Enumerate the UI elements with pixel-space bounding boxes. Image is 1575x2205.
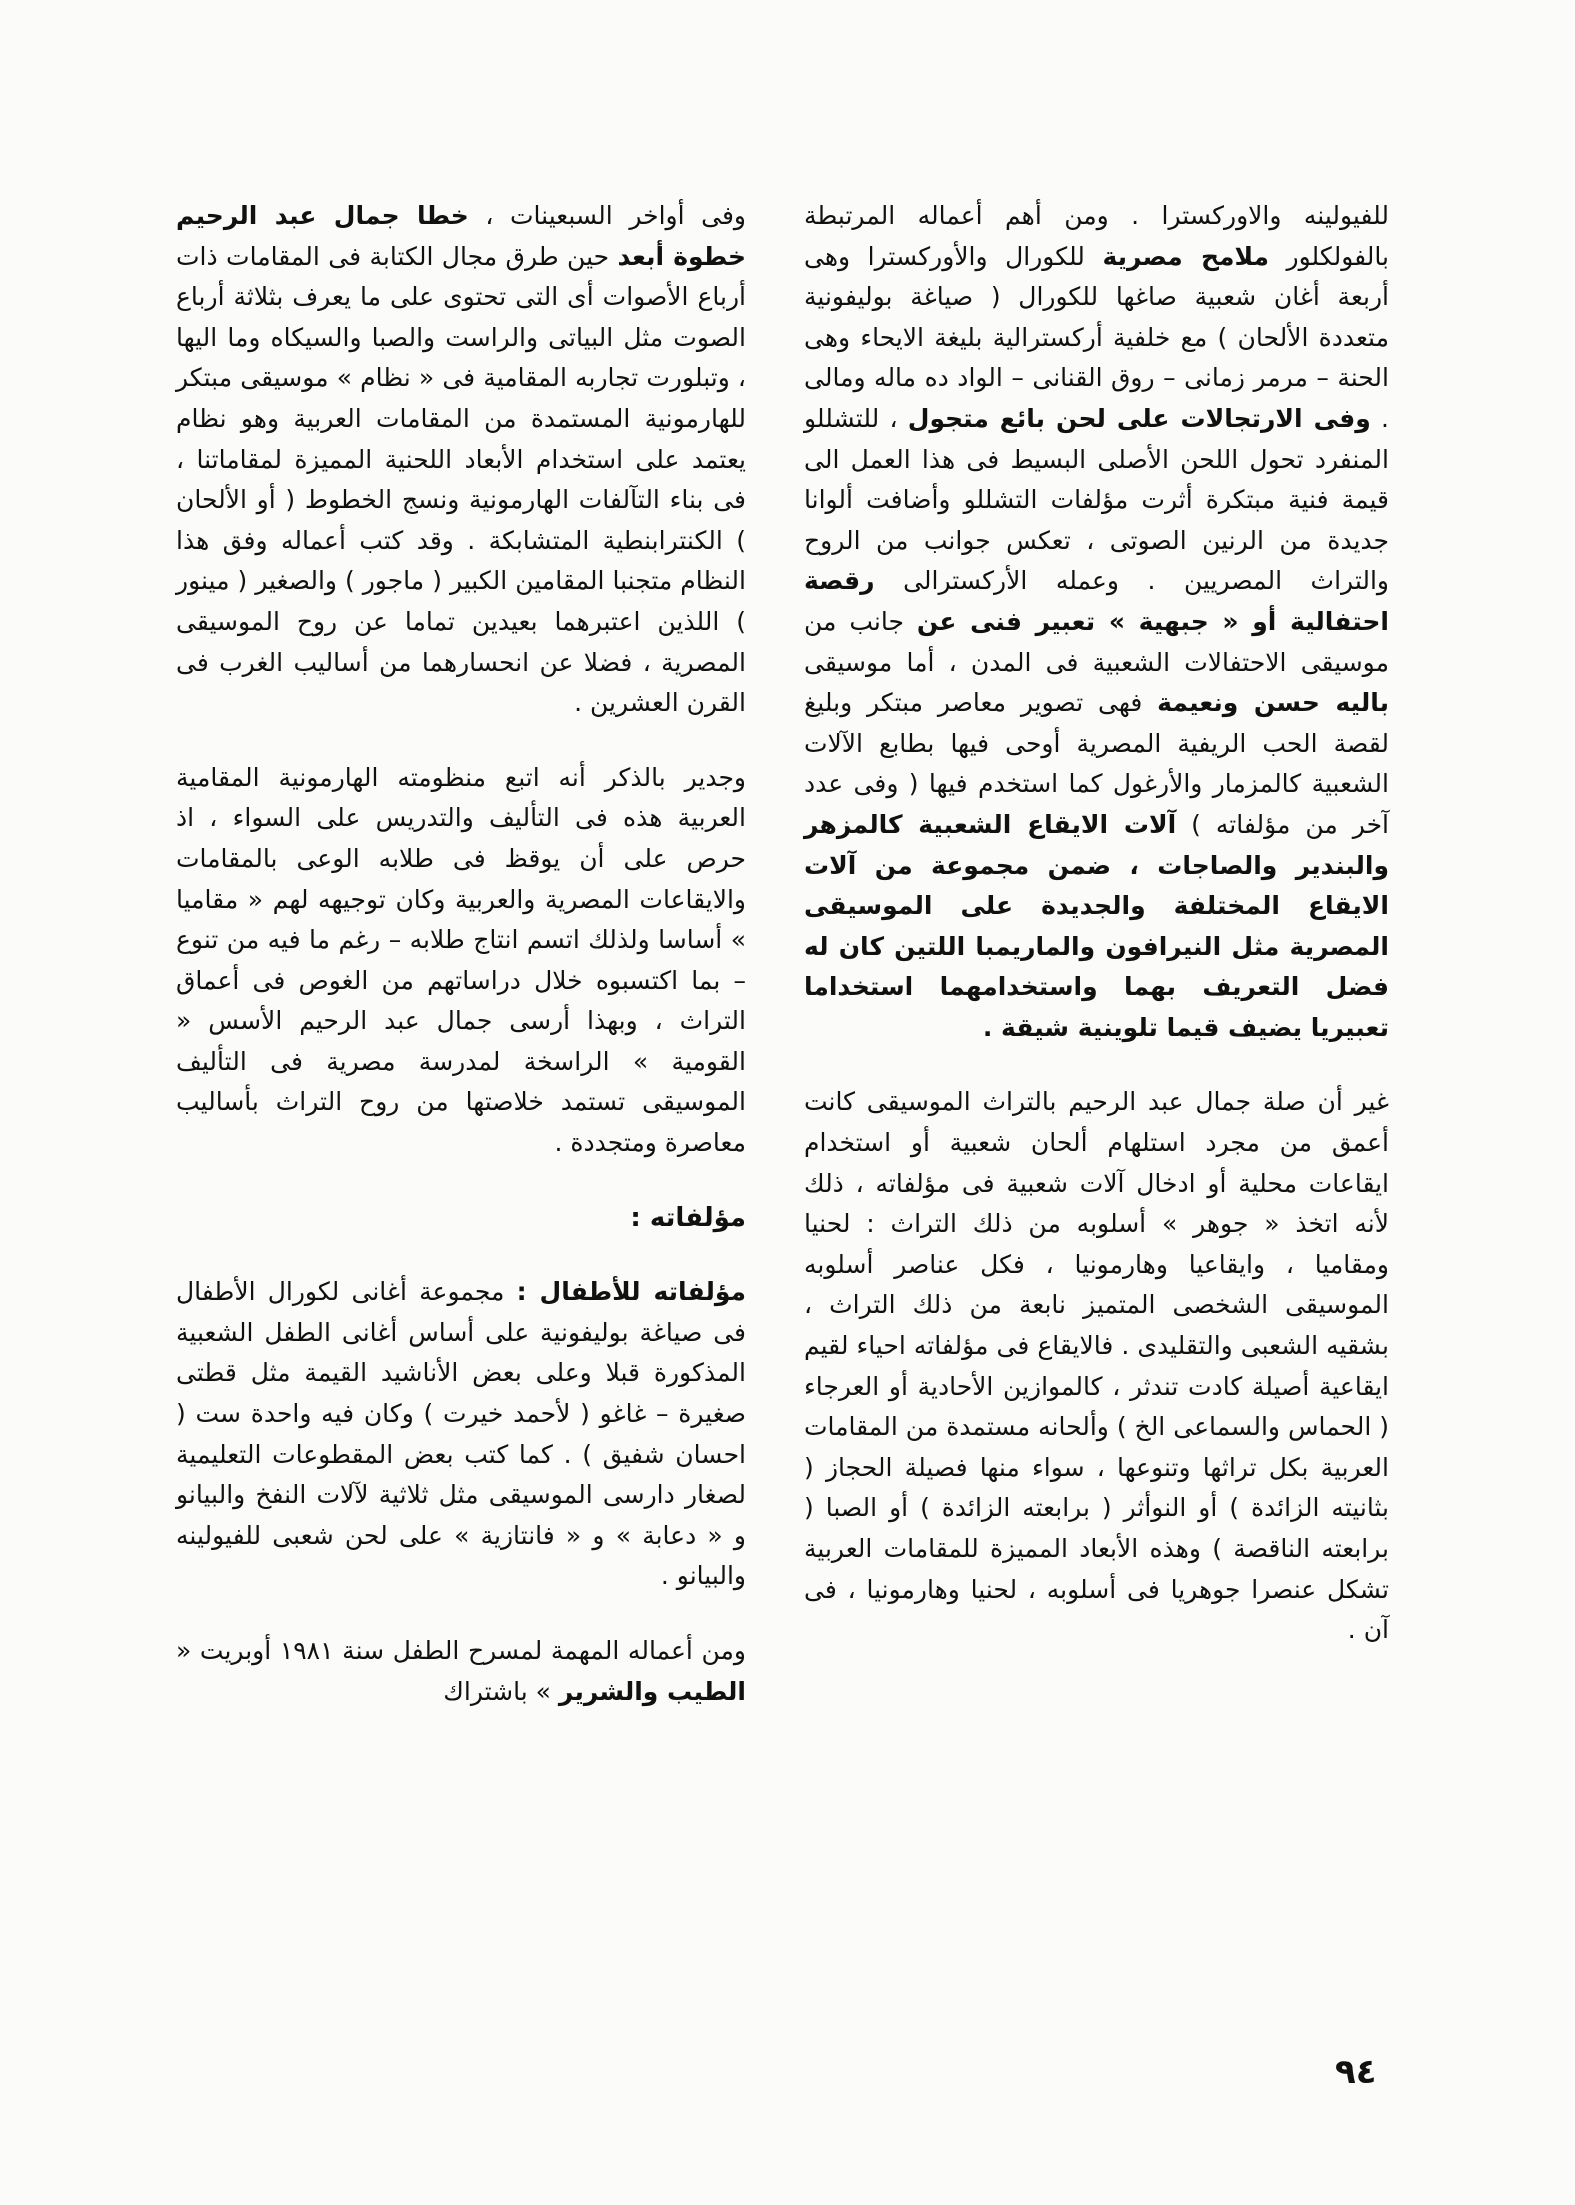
text-run: للفيولينه والاوركسترا . ومن أهم أعماله المرتبطة بالفولكلور — [804, 201, 1390, 271]
paragraph — [176, 196, 746, 724]
paragraph — [804, 196, 1389, 1048]
paragraph — [176, 1272, 746, 1597]
bold-text: وفى الارتجالات على لحن بائع متجول — [907, 403, 1371, 433]
text-run: حين طرق مجال الكتابة فى المقامات ذات أرباع الأصوات أى التى تحتوى على ما يعرف بثلاثة أرباع الصوت مثل البياتى والراست والصبا والسيكاه وما اليها ، وتبلورت تجاربه المقامية فى « نظام » موسيقى مبتكر للهارمونية المستمدة من المقامات العربية وهو نظام يعتمد على استخدام الأبعاد اللحنية المميزة لمقاماتنا ، فى بناء التآلفات الهارمونية ونسج الخطوط ( أو الألحان ) الكنترابنطية المتشابكة . وقد كتب أعماله وفق هذا النظام متجنبا المقامين الكبير ( ماجور ) والصغير ( مينور ) اللذين اعتبرهما بعيدين تماما عن روح الموسيقى المصرية ، فضلا عن انحسارهما من أساليب الغرب فى القرن العشرين . — [176, 241, 746, 718]
paragraph — [804, 1082, 1389, 1650]
text-run: ، للتشللو المنفرد تحول اللحن الأصلى البسيط فى هذا العمل الى قيمة فنية مبتكرة أثرت مؤلفات التشللو وأضافت ألوانا جديدة من الرنين الصوتى ، تعكس جوانب من الروح والتراث المصريين . وعمله الأركسترالى — [804, 403, 1389, 596]
bold-text: خطا جمال عبد الرحيم خطوة أبعد — [176, 201, 747, 271]
text-run: مجموعة أغانى لكورال الأطفال فى صياغة بوليفونية على أساس أغانى الطفل الشعبية المذكورة قبلا وعلى بعض الأناشيد القيمة مثل قطتى صغيرة – غاغو ( لأحمد خيرت ) وكان فيه واحدة ست ( احسان شفيق ) . كما كتب بعض المقطوعات التعليمية لصغار دارسى الموسيقى مثل ثلاثية لآلات النفخ والبيانو و « دعابة » و « فانتازية » على لحن شعبى للفيولينه والبيانو . — [176, 1277, 746, 1591]
page-number: ٩٤ — [1335, 2052, 1377, 2092]
paragraph-text — [176, 196, 746, 724]
paragraph — [176, 1631, 746, 1712]
paragraph-text: غير أن صلة جمال عبد الرحيم بالتراث الموسيقى كانت أعمق من مجرد استلهام ألحان شعبية أو استخدام ايقاعات محلية أو ادخال آلات شعبية فى مؤلفاته ، ذلك لأنه اتخذ « جوهر » أسلوبه من ذلك التراث : لحنيا ومقاميا ، وايقاعيا وهارمونيا ، فكل عناصر أسلوبه الموسيقى الشخصى المتميز نابعة من ذلك التراث ، بشقيه الشعبى والتقليدى . فالايقاع فى مؤلفاته احياء لقيم ايقاعية أصيلة كادت تندثر ، كالموازين الأحادية أو العرجاء ( الحماس والسماعى الخ ) وألحانه مستمدة من المقامات العربية بكل تراثها وتنوعها ، سواء منها فصيلة الحجاز ( بثانيته الزائدة ) أو النوأثر ( برابعته الزائدة ) أو الصبا ( برابعته الناقصة ) وهذه الأبعاد المميزة للمقامات العربية تشكل عنصرا جوهريا فى أسلوبه ، لحنيا وهارمونيا ، فى آن . — [804, 1087, 1389, 1645]
paragraph — [176, 758, 746, 1164]
text-run: فهى تصوير معاصر مبتكر وبليغ لقصة الحب الريفية المصرية أوحى فيها بطابع الآلات الشعبية كالمزمار والأرغول كما استخدم فيها ( وفى عدد آخر من مؤلفاته ) — [804, 688, 1389, 839]
paragraph-text — [176, 1272, 746, 1597]
left-column — [176, 196, 746, 1746]
paragraph-text: وجدير بالذكر أنه اتبع منظومته الهارمونية المقامية العربية هذه فى التأليف والتدريس على السواء ، اذ حرص على أن يوقظ فى طلابه الوعى بالمقامات والايقاعات المصرية والعربية وكان توجيهه لهم « مقاميا » أساسا ولذلك اتسم انتاج طلابه – رغم ما فيه من تنوع – بما اكتسبوه خلال دراساتهم من الغوص فى أعماق التراث ، وبهذا أرسى جمال عبد الرحيم الأسس « القومية » الراسخة لمدرسة مصرية فى التأليف الموسيقى تستمد خلاصتها من روح التراث بأساليب معاصرة ومتجددة . — [176, 762, 746, 1158]
bold-text: باليه حسن ونعيمة — [1157, 688, 1389, 718]
paragraph-text — [804, 196, 1389, 1048]
text-run: » باشتراك — [443, 1676, 559, 1706]
paragraph-text — [176, 1631, 746, 1712]
bold-text: رقصة احتفالية أو « جبهية » تعبير فنى عن — [804, 566, 1389, 636]
right-column — [804, 196, 1389, 1685]
text-run: جانب من موسيقى الاحتفالات الشعبية فى المدن ، أما موسيقى — [804, 606, 1389, 677]
text-run: وفى أواخر السبعينات ، — [468, 201, 746, 230]
bold-text: الطيب والشرير — [558, 1676, 746, 1706]
bold-text: آلات الايقاع الشعبية كالمزهر والبندير والصاجات ، ضمن مجموعة من آلات الايقاع المختلفة والجديدة على الموسيقى المصرية مثل النيرافون والماريمبا اللتين كان له فضل التعريف بهما واستخدامهما استخداما تعبيريا يضيف قيما تلوينية شيقة . — [804, 809, 1389, 1042]
text-run: للكورال والأوركسترا وهى أربعة أغان شعبية صاغها للكورال ( صياغة بوليفونية متعددة الألحان ) مع خلفية أركسترالية بليغة الايحاء وهى الحنة – مرمر زمانى – روق القنانى – الواد ده ماله ومالى . — [804, 241, 1389, 433]
bold-text: مؤلفاته للأطفال : — [516, 1277, 746, 1307]
bold-text: ملامح مصرية — [1102, 241, 1269, 271]
section-heading: مؤلفاته : — [630, 1202, 746, 1233]
text-run: ومن أعماله المهمة لمسرح الطفل سنة ١٩٨١ أوبريت « — [176, 1636, 746, 1665]
